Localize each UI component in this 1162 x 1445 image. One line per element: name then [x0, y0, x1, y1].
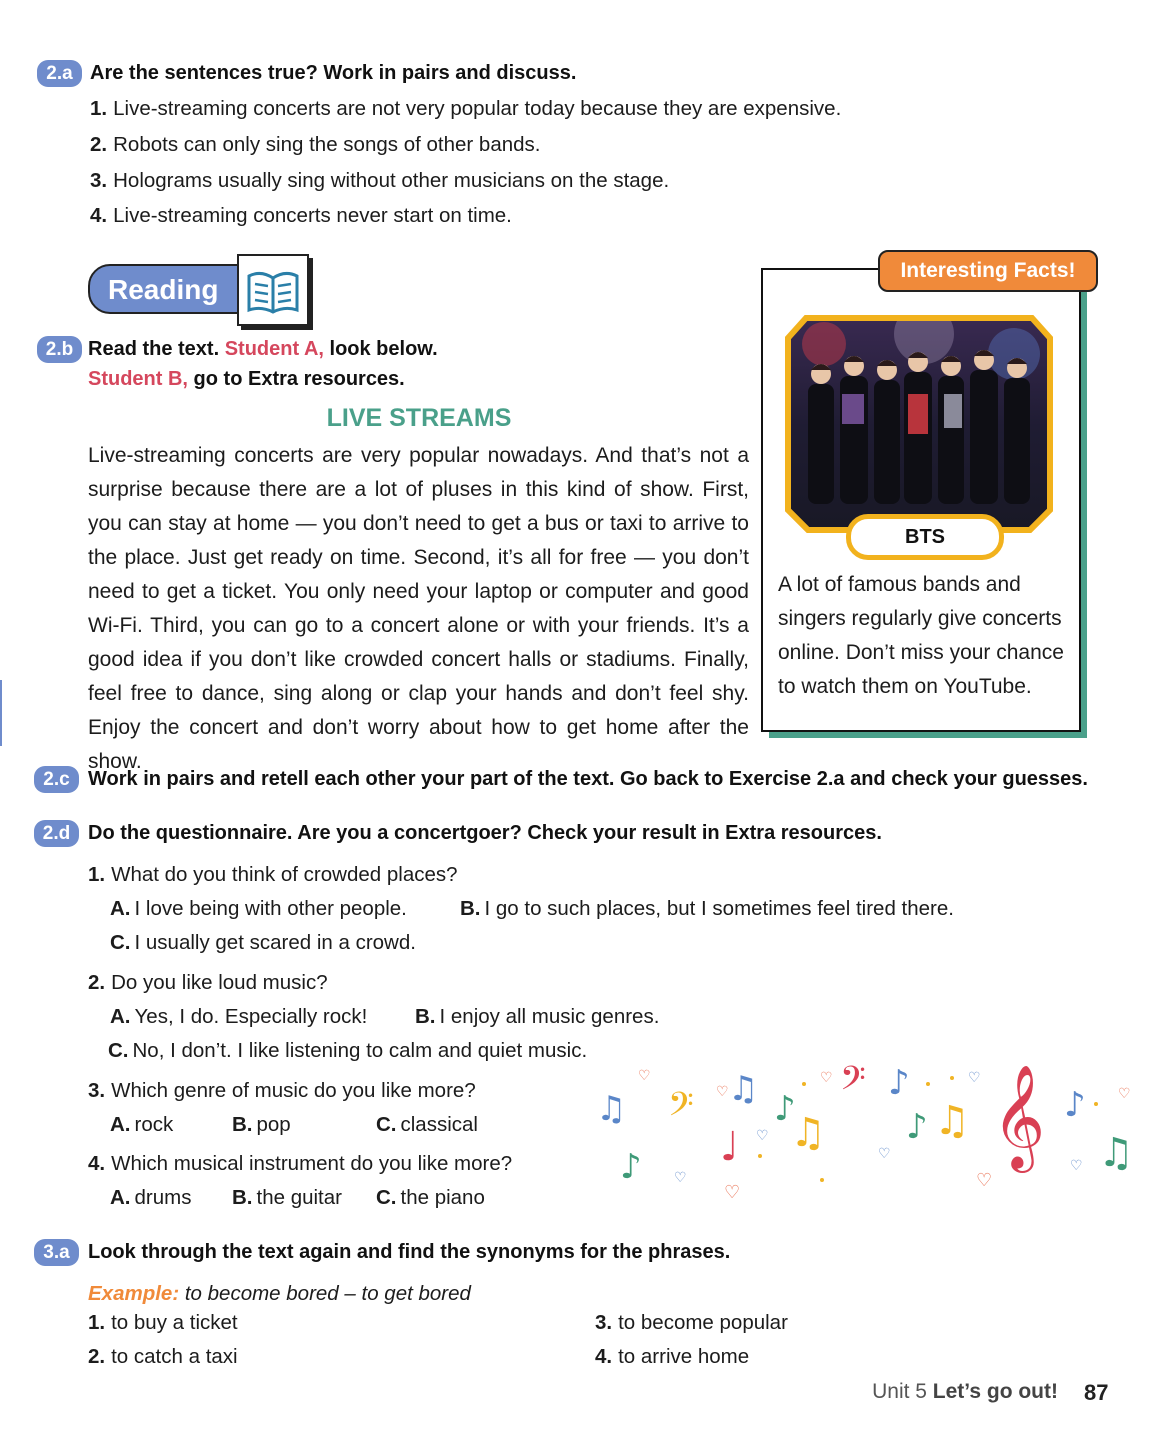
- list-item: 1. Live-streaming concerts are not very popular today because they are expensive.: [90, 97, 842, 120]
- answer-option: C. I usually get scared in a crowd.: [110, 931, 416, 954]
- decor-dot: [802, 1082, 806, 1086]
- music-note-icon: ♪: [620, 1147, 642, 1187]
- heart-icon: ♡: [1118, 1086, 1131, 1102]
- exercise-instruction-2d: Do the questionnaire. Are you a concertgoer? Check your result in Extra resources.: [88, 822, 882, 844]
- answer-option: A. drums: [110, 1186, 192, 1209]
- margin-marker: [0, 680, 2, 746]
- decor-dot: [820, 1178, 824, 1182]
- exercise-instruction-2c: Work in pairs and retell each other your part of the text. Go back to Exercise 2.a and check your guesses.: [88, 768, 1088, 790]
- page-number: 87: [1084, 1380, 1109, 1405]
- heart-icon: ♡: [638, 1068, 651, 1084]
- music-note-icon: ♪: [906, 1107, 928, 1147]
- list-item: 3. to become popular: [595, 1311, 788, 1334]
- decor-dot: [950, 1076, 954, 1080]
- answer-option: B. I enjoy all music genres.: [415, 1005, 660, 1028]
- music-note-icon: ♩: [720, 1124, 739, 1170]
- facts-text: A lot of famous bands and singers regularly give concerts online. Don’t miss your chance to watch them on YouTube.: [778, 573, 1064, 698]
- treble-clef-icon: 𝄞: [992, 1064, 1046, 1169]
- article-title: LIVE STREAMS: [326, 404, 512, 432]
- heart-icon: ♡: [968, 1070, 981, 1086]
- question: 4. Which musical instrument do you like more?: [88, 1152, 513, 1175]
- bass-clef-icon: 𝄢: [840, 1060, 866, 1106]
- exercise-instruction-2b-line2: Student B, go to Extra resources.: [88, 368, 405, 390]
- answer-option: C. No, I don’t. I like listening to calm and quiet music.: [108, 1039, 588, 1062]
- heart-icon: ♡: [976, 1170, 993, 1191]
- heart-icon: ♡: [820, 1070, 833, 1086]
- bass-clef-icon: 𝄢: [668, 1086, 694, 1132]
- answer-option: A. Yes, I do. Especially rock!: [110, 1005, 368, 1028]
- heart-icon: ♡: [878, 1146, 891, 1162]
- facts-tab: Interesting Facts!: [878, 250, 1098, 292]
- music-notes-decoration: [590, 1062, 1150, 1212]
- list-item: 1. to buy a ticket: [88, 1311, 238, 1334]
- answer-option: B. the guitar: [232, 1186, 342, 1209]
- music-note-icon: ♫: [934, 1098, 970, 1144]
- music-note-icon: ♫: [790, 1110, 826, 1156]
- heart-icon: ♡: [1070, 1158, 1083, 1174]
- heart-icon: ♡: [724, 1182, 741, 1203]
- exercise-badge-2d: 2.d: [34, 820, 79, 847]
- heart-icon: ♡: [674, 1170, 687, 1186]
- question: 1. What do you think of crowded places?: [88, 863, 458, 886]
- list-item: 2. Robots can only sing the songs of other bands.: [90, 133, 541, 156]
- music-note-icon: ♫: [728, 1069, 759, 1109]
- question: 2. Do you like loud music?: [88, 971, 328, 994]
- article-text: Live-streaming concerts are very popular nowadays. And that’s not a surprise because there are a lot of pluses in this kind of show. First, you can stay at home — you don’t need to get a bus or taxi to arrive to the place. Just get ready on time. Second, it’s all for free — you don’t need to get a ticket. You only need your laptop or computer and good Wi-Fi. Third, you can go to a concert alone or with your friends. It’s a good idea if you don’t like crowded concert halls or stadiums. Finally, feel free to dance, sing along or clap your hands and don’t feel shy. Enjoy the concert and don’t worry about how to get home after the show.: [88, 444, 749, 773]
- music-note-icon: ♪: [774, 1089, 796, 1129]
- heart-icon: ♡: [756, 1128, 769, 1144]
- list-item: 3. Holograms usually sing without other musicians on the stage.: [90, 169, 670, 192]
- list-item: 4. Live-streaming concerts never start on time.: [90, 204, 512, 227]
- exercise-badge-2c: 2.c: [34, 766, 79, 793]
- answer-option: C. the piano: [376, 1186, 485, 1209]
- footer-unit: Unit 5 Let’s go out!: [872, 1380, 1058, 1403]
- decor-dot: [1094, 1102, 1098, 1106]
- exercise-badge-2a: 2.a: [37, 60, 82, 87]
- decor-dot: [758, 1154, 762, 1158]
- exercise-instruction-2a: Are the sentences true? Work in pairs and discuss.: [90, 62, 577, 84]
- example-line: Example: to become bored – to get bored: [88, 1282, 471, 1305]
- answer-option: A. I love being with other people.: [110, 897, 407, 920]
- answer-option: B. I go to such places, but I sometimes feel tired there.: [460, 897, 954, 920]
- book-icon: [237, 254, 309, 326]
- music-note-icon: ♫: [1098, 1130, 1134, 1176]
- heart-icon: ♡: [716, 1084, 729, 1100]
- list-item: 4. to arrive home: [595, 1345, 750, 1368]
- music-note-icon: ♪: [1064, 1085, 1086, 1125]
- answer-option: C. classical: [376, 1113, 478, 1136]
- music-note-icon: ♫: [596, 1089, 627, 1129]
- exercise-badge-2b: 2.b: [37, 336, 82, 363]
- photo-caption: BTS: [846, 514, 1004, 560]
- exercise-instruction-2b: Read the text. Student A, look below.: [88, 338, 438, 360]
- exercise-badge-3a: 3.a: [34, 1239, 79, 1266]
- reading-section-label: Reading: [88, 264, 248, 314]
- music-note-icon: ♪: [888, 1063, 910, 1103]
- answer-option: B. pop: [232, 1113, 291, 1136]
- question: 3. Which genre of music do you like more?: [88, 1079, 476, 1102]
- decor-dot: [926, 1082, 930, 1086]
- answer-option: A. rock: [110, 1113, 174, 1136]
- band-photo: [784, 314, 1054, 538]
- exercise-instruction-3a: Look through the text again and find the synonyms for the phrases.: [88, 1241, 731, 1263]
- list-item: 2. to catch a taxi: [88, 1345, 238, 1368]
